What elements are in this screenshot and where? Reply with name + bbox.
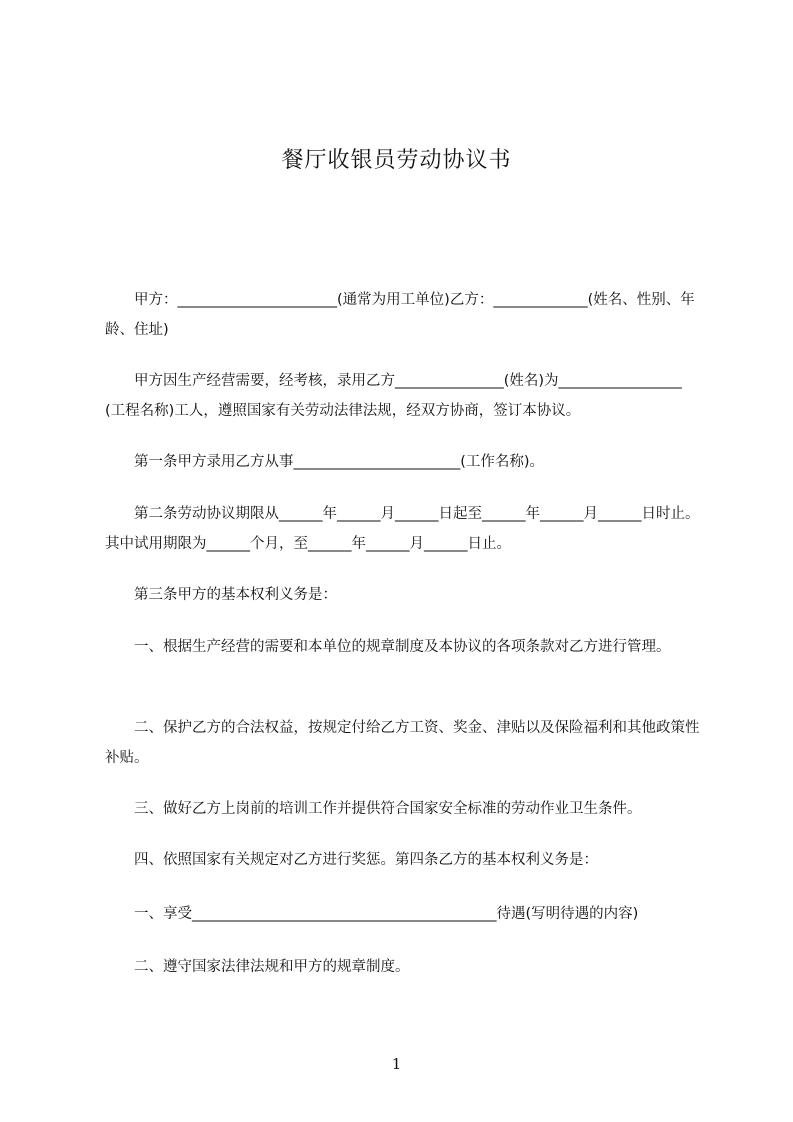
party-info-paragraph: 甲方：______________________(通常为用工单位)乙方：_____________(姓名、性别、年龄、住址) — [105, 292, 695, 338]
party-a-duty-one: 一、根据生产经营的需要和本单位的规章制度及本协议的各项条款对乙方进行管理。 — [105, 639, 671, 655]
party-a-duty-four: 四、依照国家有关规定对乙方进行奖惩。第四条乙方的基本权利义务是： — [105, 852, 598, 868]
party-b-right-one: 一、享受__________________________________________待遇(写明待遇的内容) — [105, 906, 639, 922]
party-a-duty-three: 三、做好乙方上岗前的培训工作并提供符合国家安全标准的劳动作业卫生条件。 — [105, 801, 642, 817]
article-one-paragraph: 第一条甲方录用乙方从事_______________________(工作名称)。 — [105, 454, 545, 470]
document-title: 餐厅收银员劳动协议书 — [281, 148, 512, 173]
hiring-basis-paragraph: 甲方因生产经营需要，经考核，录用乙方_______________(姓名)为_________________(工程名称)工人，遵照国家有关劳动法律法规，经双方协商，签订本协议。 — [105, 373, 682, 419]
party-b-duty-two: 二、遵守国家法律法规和甲方的规章制度。 — [105, 959, 410, 975]
party-a-duty-two: 二、保护乙方的合法权益，按规定付给乙方工资、奖金、津贴以及保险福利和其他政策性补贴。 — [105, 720, 700, 766]
page-number: 1 — [391, 1055, 402, 1073]
article-three-heading: 第三条甲方的基本权利义务是： — [105, 587, 337, 603]
article-two-paragraph: 第二条劳动协议期限从______年______月______日起至______年______月______日时止。其中试用期限为______个月，至______年______月______日止。 — [105, 506, 700, 552]
